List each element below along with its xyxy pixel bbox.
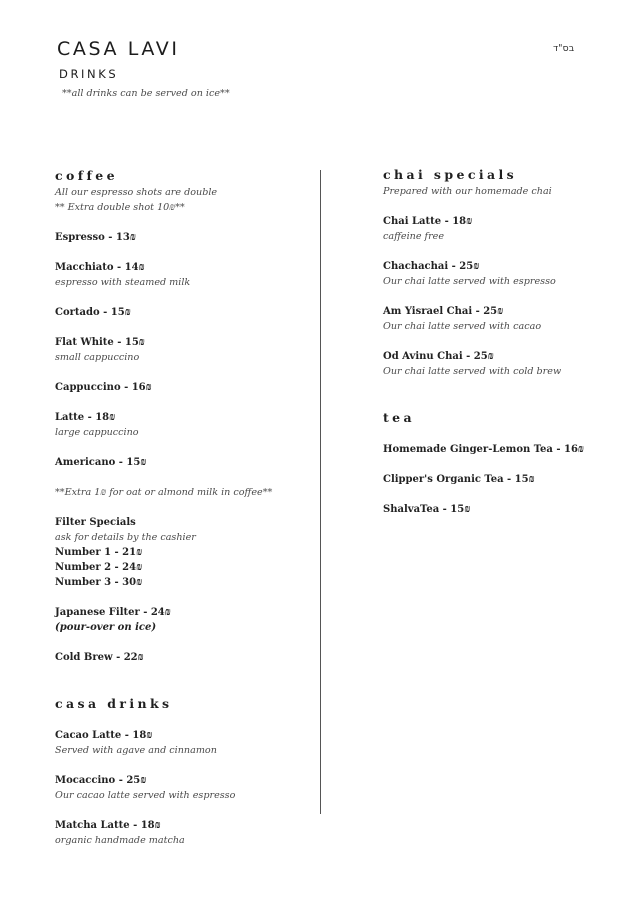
menu-item <box>55 305 307 320</box>
menu-subtitle: DRINKS <box>59 67 119 81</box>
menu-item <box>383 502 613 517</box>
menu-item <box>55 380 307 395</box>
section-title-chai: chai specials <box>383 167 518 182</box>
menu-item <box>55 773 307 803</box>
milk-note: **Extra 1₪ for oat or almond milk in coffee** <box>55 487 273 498</box>
item-name: Flat White - 15₪ <box>55 337 145 348</box>
coffee-section <box>55 167 307 665</box>
item-name: Homemade Ginger-Lemon Tea - 16₪ <box>383 444 584 455</box>
item-description: Our chai latte served with cold brew <box>383 366 562 377</box>
chai-subtitle: Prepared with our homemade chai <box>383 186 552 197</box>
item-name: Cacao Latte - 18₪ <box>55 730 153 741</box>
item-name: Espresso - 13₪ <box>55 232 136 243</box>
item-description: small cappuccino <box>55 352 140 363</box>
item-name: ShalvaTea - 15₪ <box>383 504 471 515</box>
menu-item <box>55 728 307 758</box>
menu-item <box>55 818 307 848</box>
menu-item <box>383 442 613 457</box>
menu-item <box>55 650 307 665</box>
menu-item <box>383 259 613 289</box>
item-name: Mocaccino - 25₪ <box>55 775 147 786</box>
item-name: Cold Brew - 22₪ <box>55 652 144 663</box>
item-description: (pour-over on ice) <box>55 622 157 633</box>
item-description: organic handmade matcha <box>55 835 185 846</box>
item-name: Japanese Filter - 24₪ <box>55 607 171 618</box>
left-column <box>55 167 307 848</box>
item-name: Cappuccino - 16₪ <box>55 382 152 393</box>
tea-section <box>383 409 613 517</box>
section-title-casa-drinks: casa drinks <box>55 696 173 711</box>
item-description: Our chai latte served with espresso <box>383 276 556 287</box>
menu-item <box>383 472 613 487</box>
menu-title: CASA LAVI <box>57 38 180 60</box>
filter-number: Number 1 - 21₪ <box>55 547 143 558</box>
menu-item <box>55 410 307 440</box>
menu-item <box>55 455 307 470</box>
item-name: Filter Specials <box>55 517 136 528</box>
filter-number: Number 2 - 24₪ <box>55 562 143 573</box>
menu-item <box>383 304 613 334</box>
menu-item <box>55 230 307 245</box>
item-name: Macchiato - 14₪ <box>55 262 145 273</box>
item-description: espresso with steamed milk <box>55 277 191 288</box>
right-column <box>383 166 613 517</box>
item-description: Our cacao latte served with espresso <box>55 790 236 801</box>
item-name: Matcha Latte - 18₪ <box>55 820 161 831</box>
ice-note: **all drinks can be served on ice** <box>62 88 230 99</box>
column-divider <box>320 170 321 814</box>
menu-item <box>55 335 307 365</box>
menu-item <box>55 260 307 290</box>
menu-item <box>55 605 307 635</box>
section-title-tea: tea <box>383 410 416 425</box>
coffee-note: All our espresso shots are double <box>55 187 218 198</box>
menu-item <box>383 349 613 379</box>
item-name: Cortado - 15₪ <box>55 307 131 318</box>
item-description: Served with agave and cinnamon <box>55 745 217 756</box>
casa-drinks-section <box>55 695 307 848</box>
bsd-mark: בס"ד <box>553 43 575 54</box>
item-name: Od Avinu Chai - 25₪ <box>383 351 494 362</box>
item-name: Chai Latte - 18₪ <box>383 216 473 227</box>
item-description: Our chai latte served with cacao <box>383 321 542 332</box>
filter-specials <box>55 515 307 590</box>
section-title-coffee: coffee <box>55 168 119 183</box>
menu-item <box>383 214 613 244</box>
item-name: Am Yisrael Chai - 25₪ <box>383 306 504 317</box>
item-description: ask for details by the cashier <box>55 532 196 543</box>
item-name: Clipper's Organic Tea - 15₪ <box>383 474 535 485</box>
item-description: caffeine free <box>383 231 445 242</box>
filter-number: Number 3 - 30₪ <box>55 577 143 588</box>
chai-section <box>383 166 613 379</box>
item-name: Chachachai - 25₪ <box>383 261 480 272</box>
item-name: Latte - 18₪ <box>55 412 116 423</box>
item-description: large cappuccino <box>55 427 139 438</box>
coffee-note: ** Extra double shot 10₪** <box>55 202 185 213</box>
item-name: Americano - 15₪ <box>55 457 147 468</box>
